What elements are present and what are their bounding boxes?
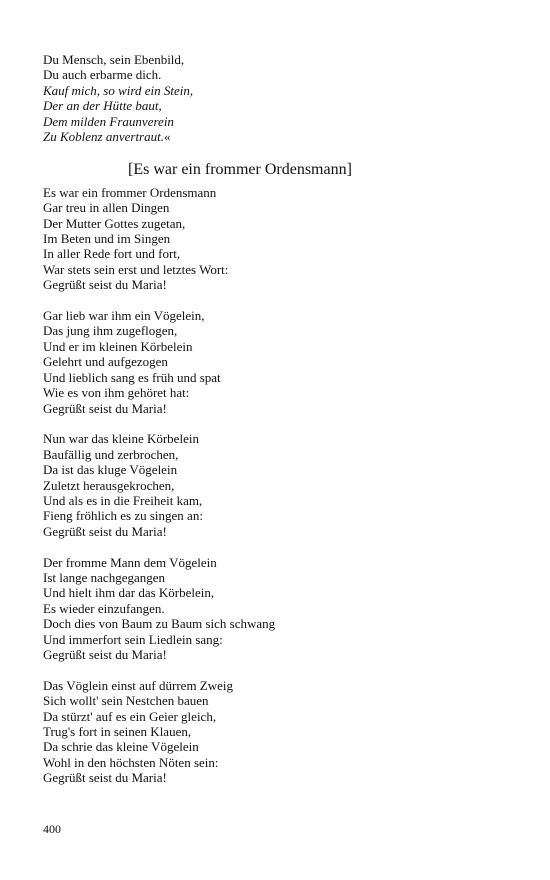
verse-line: Da ist das kluge Vögelein (43, 462, 178, 478)
verse-line: In aller Rede fort und fort, (43, 246, 181, 262)
verse-line: Baufällig und zerbrochen, (43, 446, 179, 462)
verse-line: Und immerfort sein Liedlein sang: (43, 631, 223, 647)
verse-line: Da schrie das kleine Vögelein (43, 739, 199, 755)
verse-line: Der Mutter Gottes zugetan, (43, 215, 186, 231)
verse-line: Da stürzt' auf es ein Geier gleich, (43, 708, 217, 724)
refrain-line: Gegrüßt seist du Maria! (43, 646, 167, 662)
page-content (43, 52, 513, 786)
verse-line: Wohl in den höchsten Nöten sein: (43, 754, 219, 770)
verse-line-italic: Der an der Hütte baut, (43, 98, 162, 114)
verse-line: Und er im kleinen Körbelein (43, 338, 193, 354)
verse-line: Und hielt ihm dar das Körbelein, (43, 585, 215, 601)
verse-line: Der fromme Mann dem Vögelein (43, 554, 217, 570)
stanza-2 (43, 308, 513, 416)
stanza-5 (43, 678, 513, 786)
verse-line: Nun war das kleine Körbelein (43, 431, 199, 447)
verse-line-italic-text: Zu Koblenz anvertraut. (43, 129, 164, 145)
verse-line: Du Mensch, sein Ebenbild, (43, 52, 185, 67)
refrain-line: Gegrüßt seist du Maria! (43, 523, 167, 539)
refrain-line: Gegrüßt seist du Maria! (43, 770, 167, 786)
verse-line: Es wieder einzufangen. (43, 600, 165, 616)
poem-title: [Es war ein frommer Ordensmann] (128, 160, 352, 178)
verse-line: Gelehrt und aufgezogen (43, 354, 168, 370)
verse-line: War stets sein erst und letztes Wort: (43, 261, 229, 277)
verse-line: Sich wollt' sein Nestchen bauen (43, 693, 209, 709)
verse-line: Es war ein frommer Ordensmann (43, 184, 217, 200)
verse-line: Und als es in die Freiheit kam, (43, 492, 203, 508)
closing-quote: « (163, 129, 171, 145)
verse-line: Und lieblich sang es früh und spat (43, 369, 221, 385)
verse-line: Das jung ihm zugeflogen, (43, 323, 178, 339)
verse-line: Wie es von ihm gehöret hat: (43, 385, 190, 401)
verse-line: Doch dies von Baum zu Baum sich schwang (43, 616, 276, 632)
page-number: 400 (43, 822, 61, 836)
verse-line: Zuletzt herausgekrochen, (43, 477, 175, 493)
verse-line-italic: Dem milden Fraunverein (43, 113, 174, 129)
refrain-line: Gegrüßt seist du Maria! (43, 400, 167, 416)
verse-line: Du auch erbarme dich. (43, 67, 162, 83)
verse-line-italic: Kauf mich, so wird ein Stein, (43, 82, 194, 98)
refrain-line: Gegrüßt seist du Maria! (43, 277, 167, 293)
verse-line: Fieng fröhlich es zu singen an: (43, 508, 203, 524)
verse-line: Das Vöglein einst auf dürrem Zweig (43, 677, 234, 693)
stanza-1 (43, 185, 513, 293)
verse-line: Trug's fort in seinen Klauen, (43, 723, 192, 739)
verse-line: Gar treu in allen Dingen (43, 200, 170, 216)
verse-line: Im Beten und im Singen (43, 231, 171, 247)
verse-line: Ist lange nachgegangen (43, 569, 166, 585)
stanza-3 (43, 431, 513, 539)
verse-line-with-quote (43, 129, 513, 144)
previous-poem-ending (43, 52, 513, 144)
stanza-4 (43, 555, 513, 663)
verse-line: Gar lieb war ihm ein Vögelein, (43, 308, 205, 324)
